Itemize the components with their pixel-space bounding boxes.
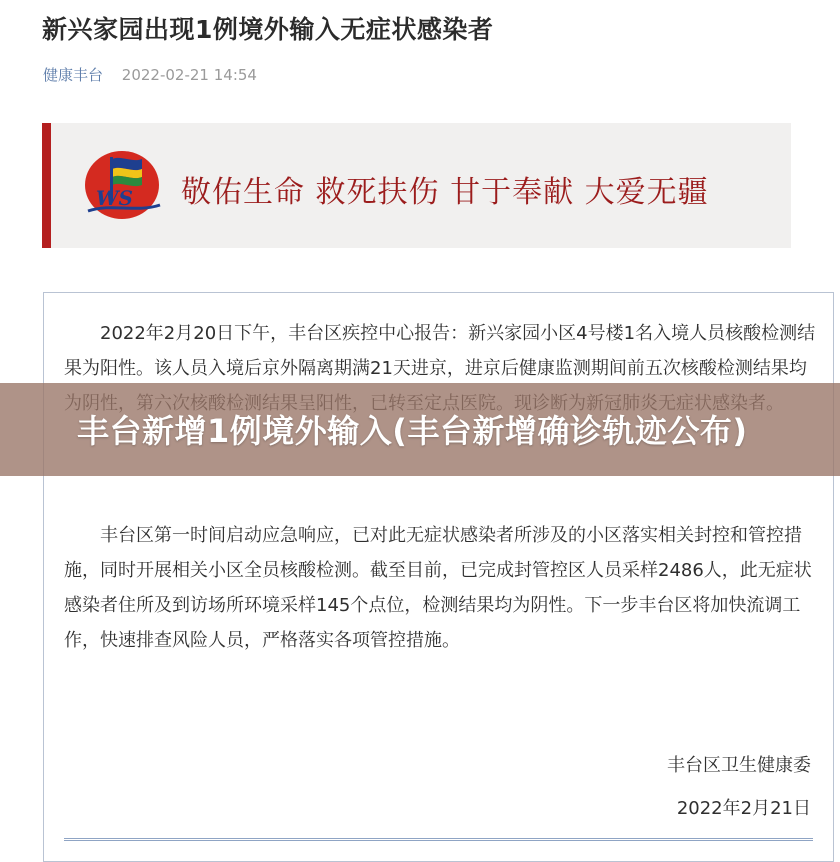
article-meta xyxy=(43,64,257,85)
banner-slogan: 敬佑生命 救死扶伤 甘于奉献 大爱无疆 xyxy=(181,175,709,210)
notice-signer: 丰台区卫生健康委 xyxy=(667,755,811,776)
official-notice xyxy=(43,292,834,862)
logo-text: WS xyxy=(96,186,133,210)
slogan-banner xyxy=(42,123,791,248)
notice-divider xyxy=(64,838,813,841)
source-link[interactable]: 健康丰台 xyxy=(43,66,104,84)
notice-paragraph-1: 2022年2月20日下午，丰台区疾控中心报告：新兴家园小区4号楼1名入境人员核酸检测结果为阳性。该人员入境后京外隔离期满21天进京，进京后健康监测期间前五次核酸检测结果均 xyxy=(64,323,816,379)
article-title: 新兴家园出现1例境外输入无症状感染者 xyxy=(42,15,494,44)
notice-date: 2022年2月21日 xyxy=(676,798,811,819)
caption-overlay-text: 丰台新增1例境外输入(丰台新增确诊轨迹公布) xyxy=(77,412,748,450)
notice-paragraph-2: 丰台区第一时间启动应急响应，已对此无症状感染者所涉及的小区落实相关封控和管控措施，同时开展相关小区全员核酸检测。截至目前，已完成封管控区人员采样2486人，此无症状感染者住所及到访场所环境采样145个点位，检测结果均为阴性。下一步丰台区将加快流调工作，快速排查风险人员，严格落实各项管控措施。 xyxy=(64,525,812,651)
publish-time: 2022-02-21 14:54 xyxy=(121,66,257,84)
health-commission-logo-icon xyxy=(82,147,162,223)
